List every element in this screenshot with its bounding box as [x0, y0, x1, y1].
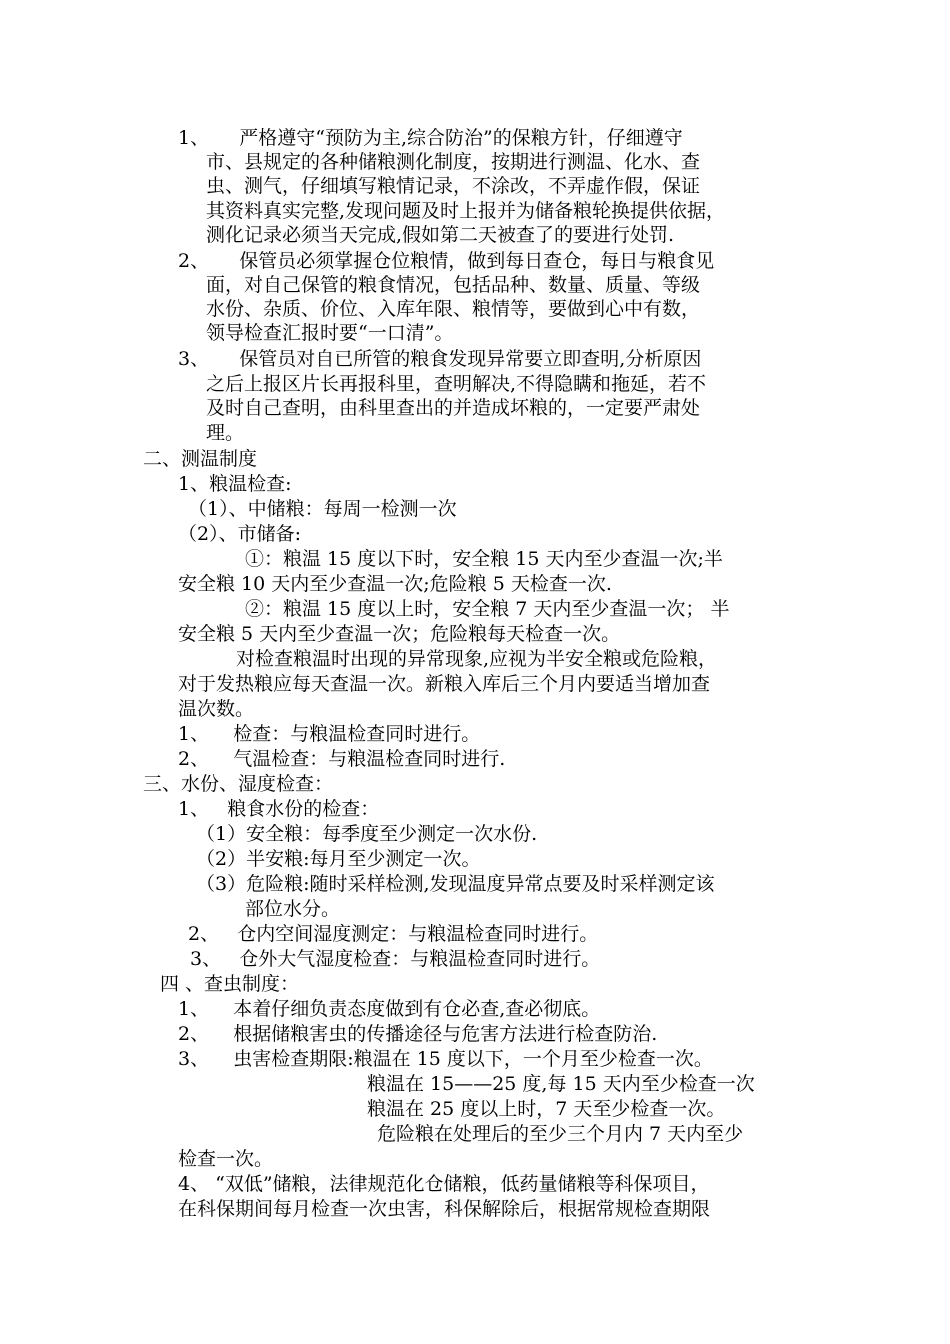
- text-line: 3、 保管员对自已所管的粮食发现异常要立即查明,分析原因: [178, 348, 702, 370]
- text-line: 三、水份、湿度检查：: [143, 773, 334, 795]
- text-line: 之后上报区片长再报科里，查明解决,不得隐瞒和拖延，若不: [206, 373, 707, 395]
- text-line: 部位水分。: [245, 898, 341, 920]
- text-line: 领导检查汇报时要“一口清”。: [206, 322, 454, 344]
- text-line: 1、 严格遵守“预防为主,综合防治”的保粮方针，仔细遵守: [178, 127, 683, 149]
- text-line: 及时自己查明，由科里查出的并造成坏粮的，一定要严肃处: [206, 397, 701, 419]
- text-line: （1）、中储粮：每周一检测一次: [188, 498, 457, 520]
- text-line: 1、 检查：与粮温检查同时进行。: [178, 723, 481, 745]
- text-line: 2、 仓内空间湿度测定：与粮温检查同时进行。: [188, 923, 599, 945]
- text-line: 危险粮在处理后的至少三个月内 7 天内至少: [377, 1123, 744, 1145]
- text-line: 测化记录必须当天完成,假如第二天被查了的要进行处罚.: [206, 224, 675, 246]
- text-line: 粮温在 25 度以上时，7 天至少检查一次。: [367, 1098, 726, 1120]
- text-line: ①：粮温 15 度以下时，安全粮 15 天内至少查温一次;半: [245, 548, 723, 570]
- text-line: 3、 虫害检查期限:粮温在 15 度以下，一个月至少检查一次。: [178, 1048, 713, 1070]
- text-line: 1、 本着仔细负责态度做到有仓必查,查必彻底。: [178, 998, 601, 1020]
- text-line: 2、 气温检查：与粮温检查同时进行.: [178, 748, 506, 770]
- text-line: 4、 “双低”储粮，法律规范化仓储粮，低药量储粮等科保项目，: [178, 1173, 710, 1195]
- text-line: 粮温在 15——25 度,每 15 天内至少检查一次: [367, 1073, 755, 1095]
- text-line: 对于发热粮应每天查温一次。新粮入库后三个月内要适当增加查: [178, 673, 711, 695]
- text-line: 理。: [206, 422, 245, 444]
- text-line: 2、 保管员必须掌握仓位粮情，做到每日查仓，每日与粮食见: [178, 250, 715, 272]
- text-line: 水份、杂质、价位、入库年限、粮情等，要做到心中有数，: [206, 298, 701, 320]
- text-line: 3、 仓外大气湿度检查：与粮温检查同时进行。: [190, 948, 601, 970]
- text-line: 检查一次。: [178, 1148, 274, 1170]
- text-line: 市、县规定的各种储粮测化制度，按期进行测温、化水、查: [206, 151, 701, 173]
- text-line: 面，对自己保管的粮食情况，包括品种、数量、质量、等级: [206, 274, 701, 296]
- text-line: ②：粮温 15 度以上时，安全粮 7 天内至少查温一次； 半: [245, 598, 730, 620]
- text-line: 对检查粮温时出现的异常现象,应视为半安全粮或危险粮，: [236, 648, 718, 670]
- text-line: 虫、测气，仔细填写粮情记录，不涂改，不弄虚作假，保证: [206, 175, 701, 197]
- text-line: 安全粮 10 天内至少查温一次;危险粮 5 天检查一次.: [178, 573, 612, 595]
- text-line: （2）、市储备:: [178, 523, 301, 545]
- text-line: 安全粮 5 天内至少查温一次；危险粮每天检查一次。: [178, 623, 621, 645]
- text-line: （3）危险粮:随时采样检测,发现温度异常点要及时采样测定该: [196, 873, 715, 895]
- text-line: （2）半安粮:每月至少测定一次。: [196, 848, 481, 870]
- text-line: 1、 粮食水份的检查：: [178, 798, 380, 820]
- text-line: 2、 根据储粮害虫的传播途径与危害方法进行检查防治.: [178, 1023, 658, 1045]
- text-line: 四 、查虫制度：: [160, 973, 300, 995]
- text-line: （1）安全粮：每季度至少测定一次水份.: [196, 823, 538, 845]
- text-line: 其资料真实完整,发现问题及时上报并为储备粮轮换提供依据，: [206, 200, 726, 222]
- text-line: 在科保期间每月检查一次虫害，科保解除后，根据常规检查期限: [178, 1198, 711, 1220]
- text-line: 1、粮温检查:: [178, 473, 292, 495]
- text-line: 二、测温制度: [143, 448, 258, 470]
- text-line: 温次数。: [178, 698, 255, 720]
